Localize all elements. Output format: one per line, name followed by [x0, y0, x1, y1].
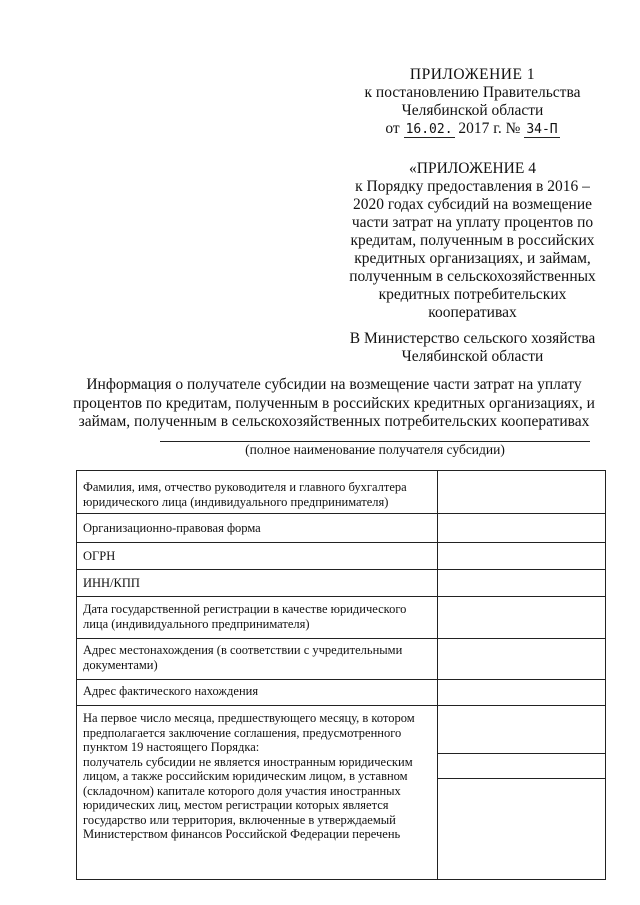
annex-4-line: кредитных организациях, и займам,: [354, 250, 591, 267]
annex-1-line-2: к постановлению Правительства: [364, 84, 581, 101]
decree-year-text: 2017 г. №: [458, 120, 521, 137]
recipient-block: [330, 330, 615, 366]
annex-4-line: части затрат на уплату процентов по: [351, 214, 594, 231]
actual-address-value[interactable]: [438, 680, 605, 705]
label-legal-address: Адрес местонахождения (в соответствии с учредительными документами): [83, 643, 403, 672]
annex-1-header: [340, 66, 605, 138]
inn-kpp-value[interactable]: [438, 570, 605, 596]
annex-4-line: 2020 годах субсидий на возмещение: [352, 196, 593, 213]
label-actual-address: Адрес фактического нахождения: [83, 684, 259, 698]
head-accountant-value[interactable]: [438, 471, 605, 513]
label-registration-date: Дата государственной регистрации в качестве юридического лица (индивидуального предпринимателя): [83, 602, 407, 631]
label-legal-form: Организационно-правовая форма: [83, 521, 261, 535]
date-prefix: от: [385, 120, 400, 137]
recipient-line: Челябинской области: [401, 348, 544, 365]
decree-number-value: 34-П: [526, 122, 558, 137]
registration-date-value[interactable]: [438, 597, 605, 638]
annex-4-header: [340, 160, 605, 322]
annex-4-line: кредитных потребительских: [378, 286, 567, 303]
heading-line: процентов по кредитам, полученным в российских кредитных организациях, и: [73, 394, 595, 412]
foreign-participation-value[interactable]: [438, 706, 605, 878]
annex-4-line: к Порядку предоставления в 2016 –: [355, 178, 590, 195]
decree-date-value: 16.02.: [405, 122, 453, 137]
label-inn-kpp: ИНН/КПП: [83, 576, 140, 590]
decree-number-field: [524, 121, 559, 138]
annex-4-line: полученным в сельскохозяйственных: [349, 268, 596, 285]
annex-4-line: «ПРИЛОЖЕНИЕ 4: [409, 160, 536, 177]
decree-date-field: [404, 121, 455, 138]
recipient-info-table: [76, 470, 606, 880]
document-heading: [70, 376, 598, 432]
label-foreign-participation: На первое число месяца, предшествующего месяцу, в котором предполагается заключение соглашения, предусмотренного пунктом 19 настоящего Порядка: получатель субсидии не является иностранным юридическим лицом, а также российским юридическим лицом, в уставном (складочном) капитале которого доля участия иностранных юридических лиц, местом регистрации которых является государство или территория, включенные в утверждаемый Министерством финансов Российской Федерации перечень: [83, 711, 415, 841]
heading-line: Информация о получателе субсидии на возмещение части затрат на уплату: [86, 376, 582, 393]
recipient-line: В Министерство сельского хозяйства: [349, 330, 596, 347]
annex-1-line-3: Челябинской области: [401, 102, 544, 119]
annex-4-line: кредитам, полученным в российских: [350, 232, 595, 249]
annex-4-line: кооперативах: [428, 304, 517, 321]
annex-1-title: ПРИЛОЖЕНИЕ 1: [409, 66, 536, 83]
heading-line: займам, полученным в сельскохозяйственных потребительских кооперативах: [78, 413, 590, 430]
recipient-name-caption: (полное наименование получателя субсидии): [245, 442, 505, 457]
label-head-accountant: Фамилия, имя, отчество руководителя и главного бухгалтера юридического лица (индивидуального предпринимателя): [83, 480, 407, 509]
legal-form-value[interactable]: [438, 514, 605, 542]
label-ogrn: ОГРН: [83, 549, 116, 563]
ogrn-value[interactable]: [438, 543, 605, 569]
decree-date-line: [340, 120, 605, 138]
legal-address-value[interactable]: [438, 639, 605, 679]
